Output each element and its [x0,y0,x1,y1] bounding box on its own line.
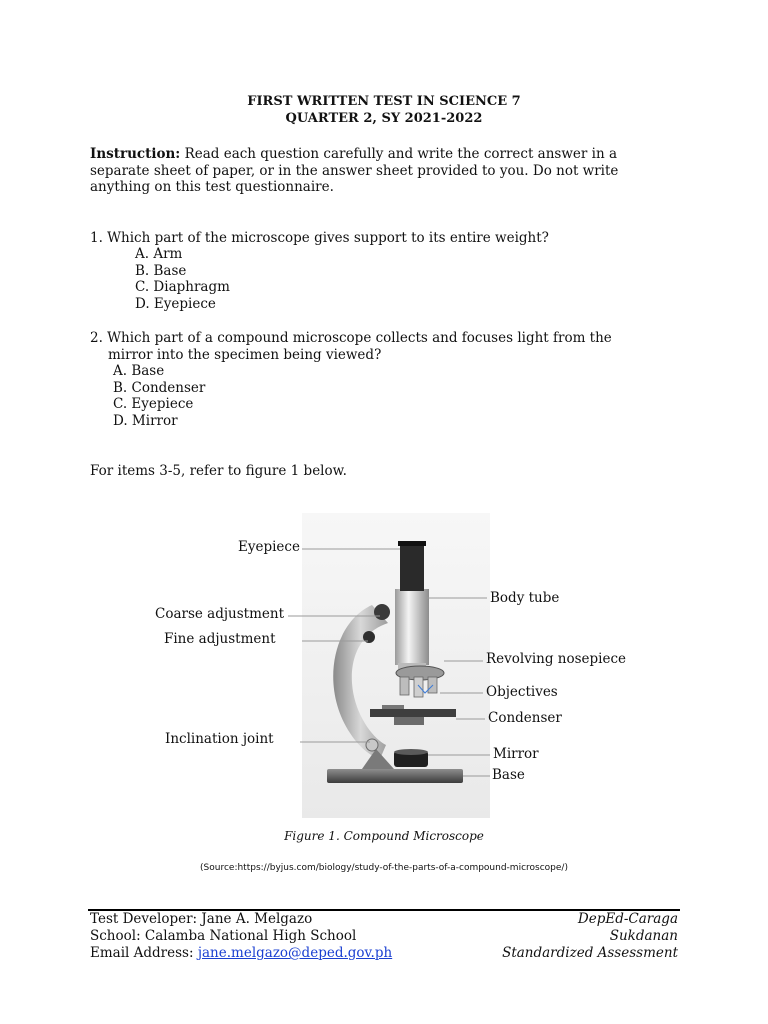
footer-org-1: DepEd-Caraga [577,911,678,927]
label-base: Base [492,767,525,783]
figure-caption: Figure 1. Compound Microscope [284,829,484,843]
question-1-option-d: D. Eyepiece [135,296,216,312]
footer-email-label: Email Address: [90,945,198,961]
figure-source: (Source:https://byjus.com/biology/study-of-the-parts-of-a-compound-microscope/) [200,863,568,873]
label-objectives: Objectives [486,684,558,700]
footer-email-link[interactable]: jane.melgazo@deped.gov.ph [197,945,393,961]
footer-org-3: Standardized Assessment [502,945,678,961]
question-2-option-d: D. Mirror [113,413,178,429]
question-2-stem-line1: 2. Which part of a compound microscope collects and focuses light from the [90,330,612,346]
footer-developer: Test Developer: Jane A. Melgazo [90,911,313,927]
question-1-stem: 1. Which part of the microscope gives support to its entire weight? [90,230,549,246]
question-1-option-c: C. Diaphragm [135,279,230,295]
question-2-stem-line2: mirror into the specimen being viewed? [108,347,382,363]
question-1-option-b: B. Base [135,263,187,279]
label-mirror: Mirror [493,746,539,762]
label-revolving-nosepiece: Revolving nosepiece [486,651,627,667]
instruction-label: Instruction: [90,146,181,162]
footer-email-line [90,945,392,962]
question-2-option-c: C. Eyepiece [113,396,194,412]
instruction-text: Read each question carefully and write the correct answer in a separate sheet of paper, or in the answer sheet provided to you. Do not write anything on this test questionnaire. [90,146,619,195]
label-inclination-joint: Inclination joint [165,731,274,747]
question-2-option-a: A. Base [113,363,165,379]
question-2-option-b: B. Condenser [113,380,206,396]
label-eyepiece: Eyepiece [238,539,300,555]
label-condenser: Condenser [488,710,562,726]
footer-school: School: Calamba National High School [90,928,357,944]
footer-org-2: Sukdanan [609,928,678,944]
figure-reference: For items 3-5, refer to figure 1 below. [90,463,347,479]
label-coarse-adjustment: Coarse adjustment [155,606,285,622]
question-1-option-a: A. Arm [135,246,183,262]
label-body-tube: Body tube [490,590,560,606]
test-title: FIRST WRITTEN TEST IN SCIENCE 7 [247,94,521,109]
label-fine-adjustment: Fine adjustment [164,631,276,647]
test-subtitle: QUARTER 2, SY 2021-2022 [285,111,483,126]
